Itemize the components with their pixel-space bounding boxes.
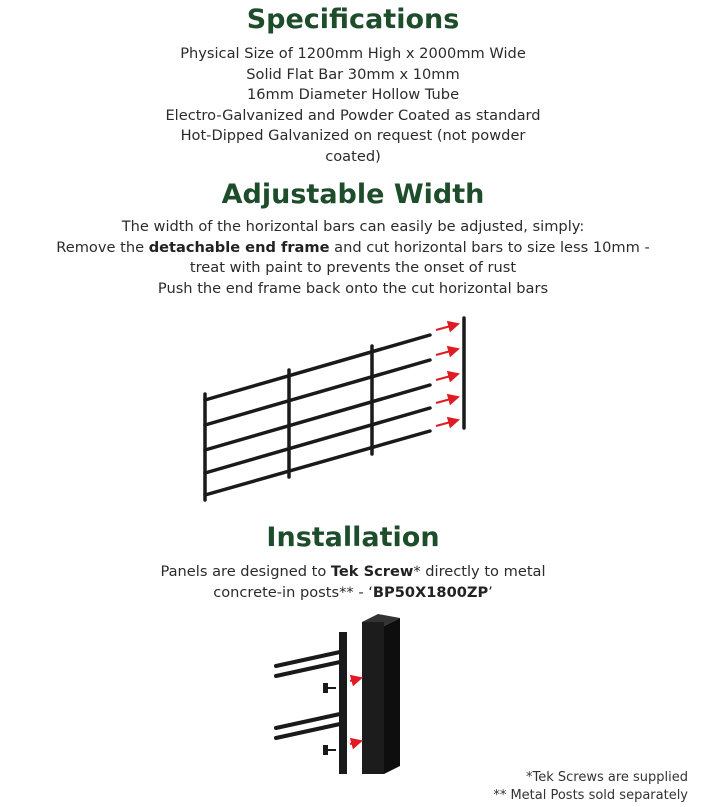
specifications-list (0, 44, 706, 167)
tek-screw-icon (323, 745, 336, 755)
red-arrow (436, 349, 458, 355)
red-arrow (350, 741, 361, 744)
post-code-bold: BP50X1800ZP (372, 583, 489, 601)
installation-illustration (0, 610, 706, 780)
footnote-screws: *Tek Screws are supplied (525, 770, 688, 785)
red-arrow (436, 397, 458, 403)
installation-line-2-suffix: ’ (488, 583, 493, 601)
metal-post-side (384, 618, 400, 774)
horizontal-bar (205, 335, 430, 400)
adjustable-width-text (0, 217, 706, 299)
adjust-step-2: Push the end frame back onto the cut horizontal bars (157, 279, 549, 297)
installation-line-2-prefix: concrete-in posts** - ‘ (213, 583, 373, 601)
red-arrow (436, 374, 458, 380)
spec-line: Electro-Galvanized and Powder Coated as standard (165, 106, 541, 124)
adjust-step-1 (0, 238, 706, 259)
installation-line-1 (0, 562, 706, 583)
red-arrow (350, 678, 361, 681)
installation-line-1-suffix: * directly to metal (413, 563, 546, 580)
horizontal-bar (205, 360, 430, 425)
tek-screw-icon (323, 683, 336, 693)
footnote-posts: ** Metal Posts sold separately (493, 788, 688, 803)
spec-line: coated) (325, 147, 381, 165)
adjust-intro: The width of the horizontal bars can easily be adjusted, simply: (121, 218, 585, 235)
footnotes (493, 769, 688, 805)
spec-line: Solid Flat Bar 30mm x 10mm (246, 65, 460, 83)
adjust-step-1-suffix: and cut horizontal bars to size less 10mm - (329, 238, 650, 256)
tek-screw-bold: Tek Screw (330, 563, 414, 580)
installation-line-1-prefix: Panels are designed to (160, 563, 331, 580)
panel-end-frame (339, 632, 347, 774)
spec-line: 16mm Diameter Hollow Tube (246, 86, 460, 103)
red-arrow (436, 420, 458, 426)
adjustable-width-heading: Adjustable Width (221, 179, 485, 210)
installation-text (0, 562, 706, 603)
installation-heading: Installation (266, 522, 440, 553)
specifications-heading: Specifications (246, 4, 460, 35)
adjust-step-1-bold: detachable end frame (148, 238, 330, 256)
installation-line-2 (0, 583, 706, 604)
adjust-step-1-cont: treat with paint to prevents the onset of rust (189, 259, 517, 276)
red-arrow (436, 324, 458, 330)
spec-line: Hot-Dipped Galvanized on request (not powder (180, 127, 526, 144)
metal-post (362, 622, 384, 774)
adjust-step-1-prefix: Remove the (56, 238, 149, 256)
fence-panel-illustration (0, 310, 706, 510)
spec-line: Physical Size of 1200mm High x 2000mm Wide (180, 45, 526, 62)
